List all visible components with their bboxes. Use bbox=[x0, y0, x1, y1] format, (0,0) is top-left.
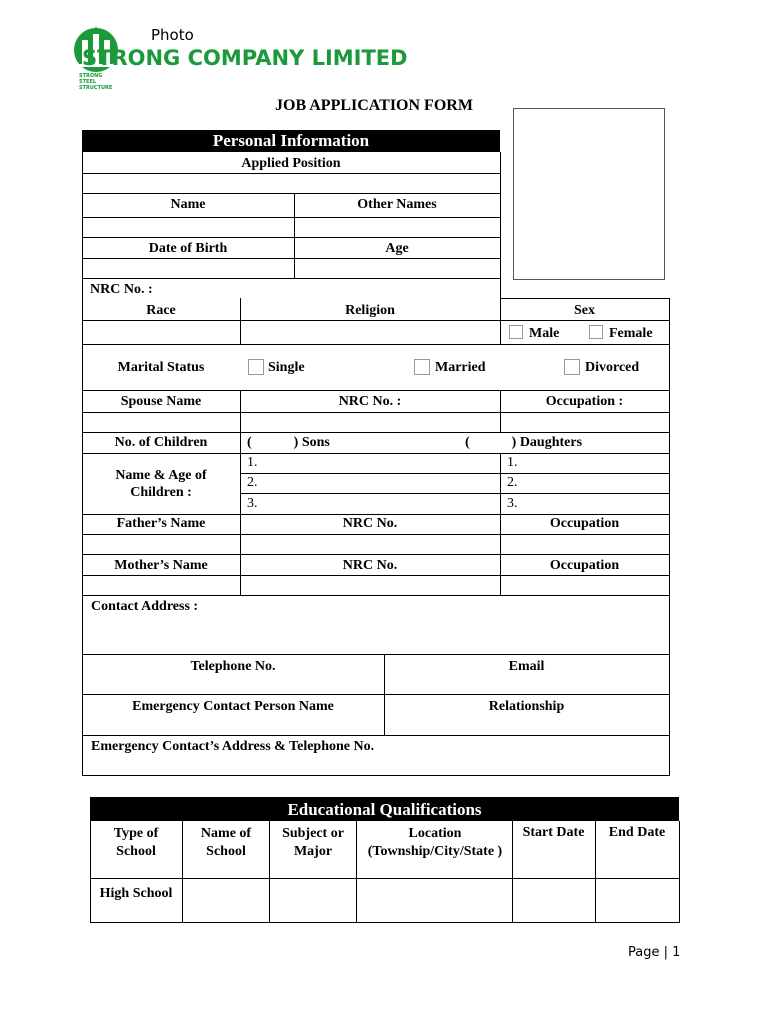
edu-header-type: Type of School bbox=[113, 826, 159, 859]
son-row-3: 3. bbox=[247, 496, 258, 511]
divorced-checkbox[interactable] bbox=[564, 359, 580, 375]
telephone-label: Telephone No. bbox=[190, 659, 276, 674]
other-names-field[interactable] bbox=[295, 218, 499, 237]
daughters-label: ( ) Daughters bbox=[465, 435, 583, 450]
edu-header-start: Start Date bbox=[522, 825, 585, 840]
spouse-nrc-label: NRC No. : bbox=[338, 394, 402, 409]
male-label: Male bbox=[529, 326, 560, 341]
married-label: Married bbox=[435, 360, 486, 375]
marital-status-label: Marital Status bbox=[117, 360, 205, 375]
nrc-label: NRC No. : bbox=[90, 282, 153, 297]
son-row-1: 1. bbox=[247, 455, 258, 470]
daughter-row-3: 3. bbox=[507, 496, 518, 511]
contact-address-label: Contact Address : bbox=[91, 599, 199, 614]
applied-position-label: Applied Position bbox=[241, 156, 341, 171]
edu-header-subject: Subject or Major bbox=[282, 826, 344, 859]
age-field[interactable] bbox=[295, 259, 499, 278]
mother-nrc-label: NRC No. bbox=[342, 558, 398, 573]
single-checkbox[interactable] bbox=[248, 359, 264, 375]
single-label: Single bbox=[268, 360, 305, 375]
edu-header-end: End Date bbox=[608, 825, 666, 840]
children-names-label: Name & Age of Children : bbox=[115, 468, 207, 500]
father-occupation-label: Occupation bbox=[549, 516, 620, 531]
religion-label: Religion bbox=[345, 303, 395, 318]
edu-row-type: High School bbox=[99, 886, 173, 901]
spouse-occupation-label: Occupation : bbox=[545, 394, 624, 409]
photo-box bbox=[513, 108, 665, 280]
other-names-label: Other Names bbox=[357, 197, 437, 212]
sex-label: Sex bbox=[574, 303, 595, 318]
email-label: Email bbox=[508, 659, 545, 674]
personal-section-title: Personal Information bbox=[82, 130, 500, 152]
edu-row-name-field[interactable] bbox=[183, 879, 268, 921]
emergency-address-label: Emergency Contact’s Address & Telephone No. bbox=[91, 739, 375, 754]
age-label: Age bbox=[385, 241, 409, 256]
edu-header-name: Name of School bbox=[200, 826, 252, 859]
father-name-label: Father’s Name bbox=[116, 516, 206, 531]
divorced-label: Divorced bbox=[585, 360, 640, 375]
name-label: Name bbox=[170, 197, 206, 212]
dob-field[interactable] bbox=[83, 259, 293, 278]
company-name: STRONG COMPANY LIMITED bbox=[82, 46, 408, 70]
son-row-2: 2. bbox=[247, 475, 258, 490]
father-nrc-label: NRC No. bbox=[342, 516, 398, 531]
spouse-name-label: Spouse Name bbox=[120, 394, 202, 409]
mother-name-label: Mother’s Name bbox=[114, 558, 208, 573]
female-checkbox[interactable] bbox=[589, 325, 603, 339]
edu-row-location-field[interactable] bbox=[357, 879, 511, 921]
no-of-children-label: No. of Children bbox=[114, 435, 208, 450]
dob-label: Date of Birth bbox=[148, 241, 228, 256]
mother-occupation-label: Occupation bbox=[549, 558, 620, 573]
form-title: JOB APPLICATION FORM bbox=[275, 97, 473, 114]
male-checkbox[interactable] bbox=[509, 325, 523, 339]
photo-label: Photo bbox=[151, 26, 194, 44]
edu-header-location: Location (Township/City/State ) bbox=[367, 826, 503, 859]
daughter-row-1: 1. bbox=[507, 455, 518, 470]
name-field[interactable] bbox=[83, 218, 293, 237]
race-label: Race bbox=[146, 303, 176, 318]
sons-label: ( ) Sons bbox=[247, 435, 330, 450]
edu-row-end-field[interactable] bbox=[596, 879, 678, 921]
education-section-title: Educational Qualifications bbox=[90, 797, 679, 821]
married-checkbox[interactable] bbox=[414, 359, 430, 375]
edu-row-subject-field[interactable] bbox=[270, 879, 355, 921]
daughter-row-2: 2. bbox=[507, 475, 518, 490]
edu-row-start-field[interactable] bbox=[513, 879, 594, 921]
page-number: Page | 1 bbox=[628, 945, 681, 960]
female-label: Female bbox=[609, 326, 653, 341]
emergency-name-label: Emergency Contact Person Name bbox=[132, 699, 334, 714]
relationship-label: Relationship bbox=[488, 699, 565, 714]
logo-text: STRONG STEEL STRUCTURE bbox=[79, 73, 113, 91]
